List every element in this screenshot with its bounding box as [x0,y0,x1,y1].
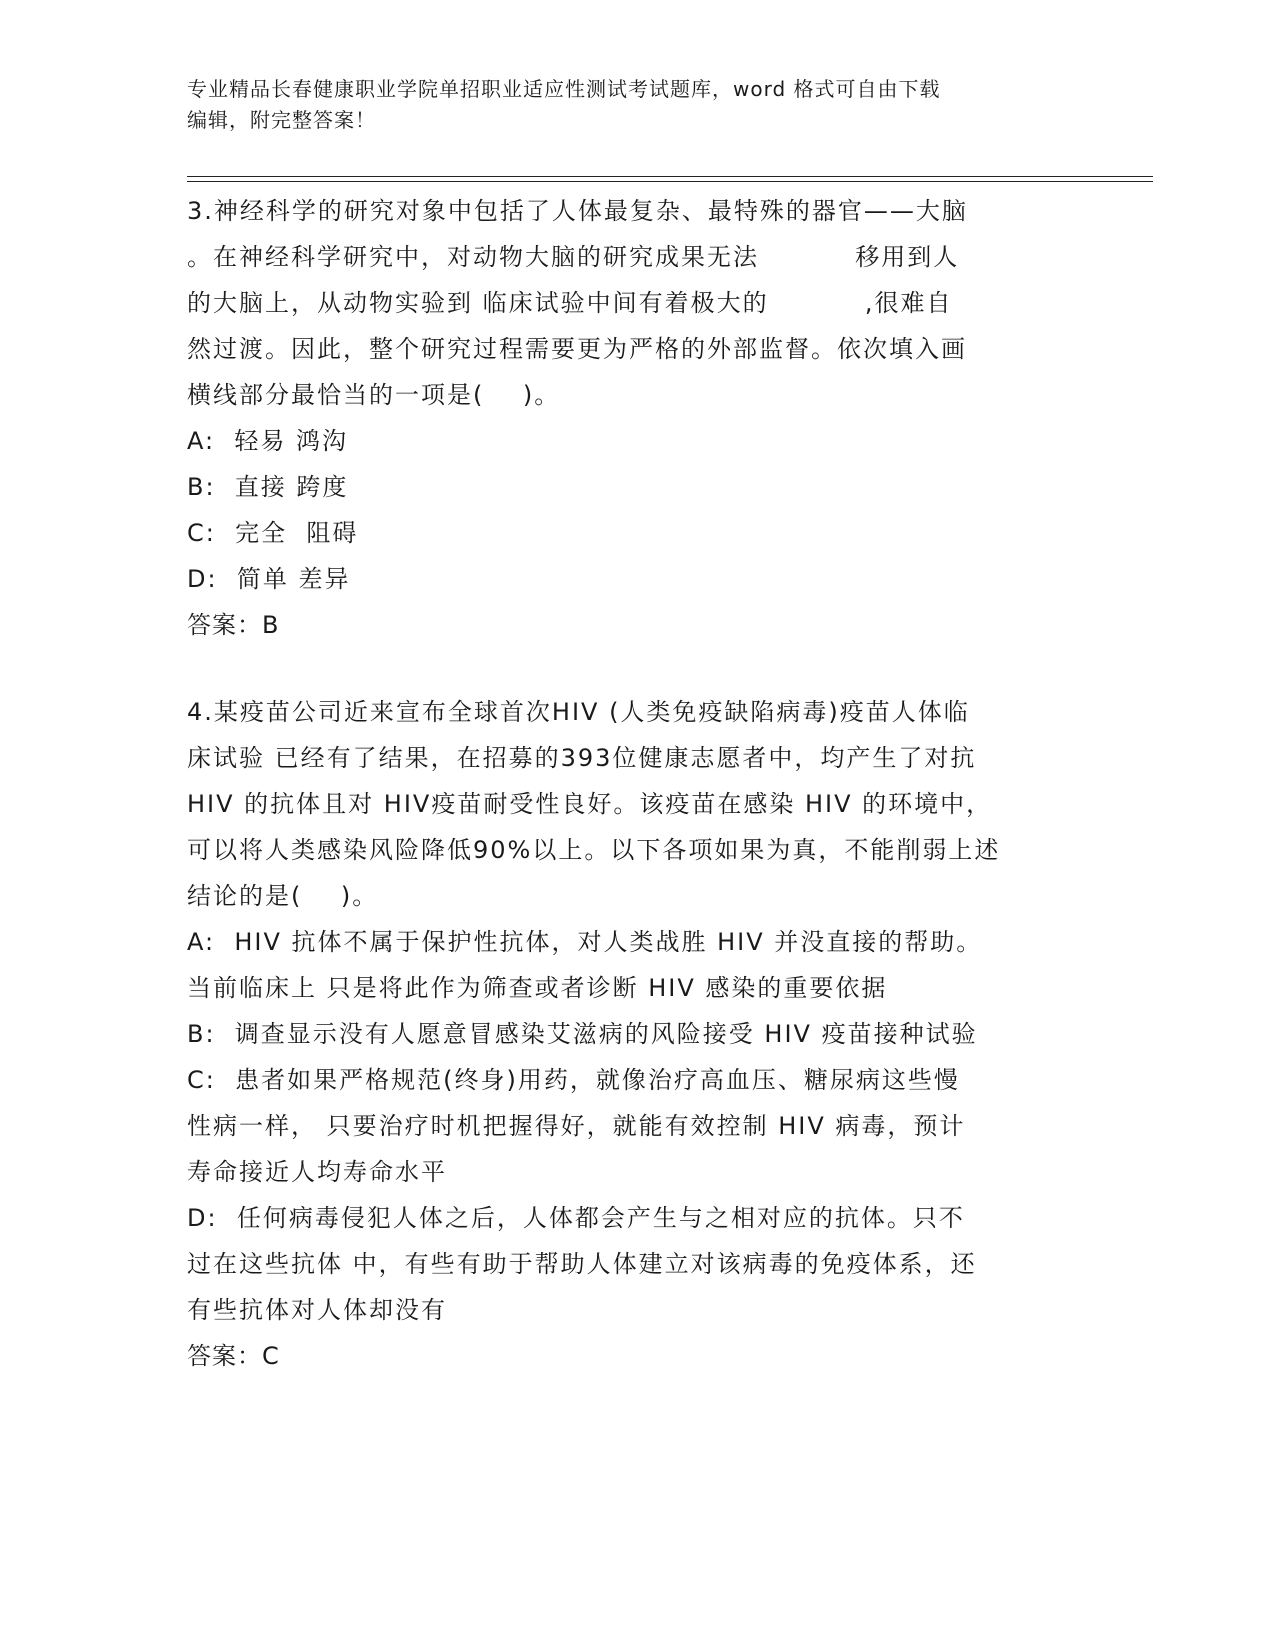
option-d-continued: 过在这些抗体 中，有些有助于帮助人体建立对该病毒的免疫体系，还 [187,1250,977,1278]
header-rule [187,181,1153,182]
option-a: A: HIV 抗体不属于保护性抗体，对人类战胜 HIV 并没直接的帮助。 [187,928,983,956]
answer-label: 答案：C [187,1342,280,1370]
option-d: D: 简单 差异 [187,565,351,593]
option-c: C: 患者如果严格规范(终身)用药，就像治疗高血压、糖尿病这些慢 [187,1066,960,1094]
header-line: 专业精品长春健康职业学院单招职业适应性测试考试题库，word 格式可自由下载 [187,77,941,101]
option-d-continued: 有些抗体对人体却没有 [187,1296,447,1324]
answer-label: 答案：B [187,611,280,639]
question-stem-line: 床试验 已经有了结果，在招募的393位健康志愿者中，均产生了对抗 [187,744,977,772]
option-d: D: 任何病毒侵犯人体之后，人体都会产生与之相对应的抗体。只不 [187,1204,965,1232]
header-line: 编辑，附完整答案！ [187,108,376,132]
option-a: A: 轻易 鸿沟 [187,427,348,455]
header-rule [187,176,1153,177]
question-stem-line: 4.某疫苗公司近来宣布全球首次HIV (人类免疫缺陷病毒)疫苗人体临 [187,698,970,726]
question-stem-line: HIV 的抗体且对 HIV疫苗耐受性良好。该疫苗在感染 HIV 的环境中， [187,790,993,818]
question-stem-line: 3.神经科学的研究对象中包括了人体最复杂、最特殊的器官——大脑 [187,197,968,225]
option-b: B: 调查显示没有人愿意冒感染艾滋病的风险接受 HIV 疫苗接种试验 [187,1020,978,1048]
question-stem-line: 的大脑上，从动物实验到 临床试验中间有着极大的 ,很难自 [187,289,953,317]
option-c-continued: 寿命接近人均寿命水平 [187,1158,447,1186]
document-header [187,74,1087,136]
question-stem-line: 结论的是( )。 [187,882,379,910]
question-stem-line: 然过渡。因此，整个研究过程需要更为严格的外部监督。依次填入画 [187,335,967,363]
question-stem-line: 可以将人类感染风险降低90%以上。以下各项如果为真，不能削弱上述 [187,836,1001,864]
option-c: C: 完全 阻碍 [187,519,359,547]
option-a-continued: 当前临床上 只是将此作为筛查或者诊断 HIV 感染的重要依据 [187,974,888,1002]
question-stem-line: 横线部分最恰当的一项是( )。 [187,381,561,409]
question-4 [187,689,1087,1379]
option-c-continued: 性病一样， 只要治疗时机把握得好，就能有效控制 HIV 病毒，预计 [187,1112,966,1140]
question-stem-line: 。在神经科学研究中，对动物大脑的研究成果无法 移用到人 [187,243,960,271]
question-3 [187,188,1087,648]
option-b: B: 直接 跨度 [187,473,349,501]
